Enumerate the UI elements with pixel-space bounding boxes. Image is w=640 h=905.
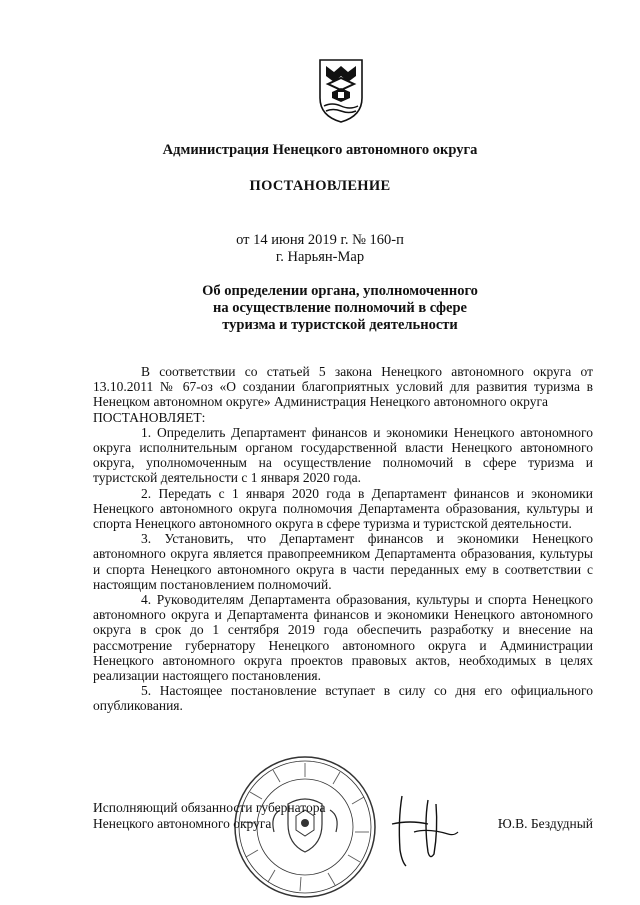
- signatory-name: Ю.В. Бездудный: [497, 816, 593, 831]
- subject-line: туризма и туристской деятельности: [222, 317, 458, 333]
- document-subject: [150, 283, 530, 334]
- subject-line: Об определении органа, уполномоченного: [202, 283, 478, 299]
- resolution-item-1: 1. Определить Департамент финансов и экономики Ненецкого автономного округа исполнительным органом государственной власти Ненецкого автономного округа, уполномоченным на осуществление полномочий в сфере туризма и туристской деятельности с 1 января 2020 года.: [93, 424, 593, 486]
- document-body: [93, 364, 593, 714]
- signatory-position: [93, 800, 325, 832]
- resolution-item-3: 3. Установить, что Департамент финансов и экономики Ненецкого автономного округа является правопреемником Департамента образования, культуры и спорта Ненецкого автономного округа в части переданных ему в соответствии с настоящим постановлением полномочий.: [93, 531, 593, 592]
- handwritten-signature-icon: [388, 790, 468, 870]
- coat-of-arms-icon: [316, 58, 366, 124]
- preamble-paragraph: В соответствии со статьей 5 закона Ненецкого автономного округа от 13.10.2011 № 67-оз «О создании благоприятных условий для развития туризма в Ненецком автономном округе» Администрация Ненецкого автономного округа: [93, 364, 593, 410]
- document-place: г. Нарьян-Мар: [275, 249, 365, 265]
- signatory-title-line-1: Исполняющий обязанности губернатора: [93, 800, 326, 815]
- resolution-item-2: 2. Передать с 1 января 2020 года в Департамент финансов и экономики Ненецкого автономного округа полномочия Департамента образования, культуры и спорта Ненецкого автономного округа в сфере туризма и туристской деятельности.: [93, 485, 593, 532]
- subject-line: на осуществление полномочий в сфере: [213, 300, 467, 316]
- resolution-item-5: 5. Настоящее постановление вступает в силу со дня его официального опубликования.: [93, 683, 593, 714]
- document-type: ПОСТАНОВЛЕНИЕ: [249, 178, 391, 194]
- resolves-heading: ПОСТАНОВЛЯЕТ:: [93, 409, 206, 425]
- document-date-number: от 14 июня 2019 г. № 160-п: [236, 232, 404, 248]
- organization-title: Администрация Ненецкого автономного округа: [162, 142, 478, 158]
- signatory-title-line-2: Ненецкого автономного округа: [93, 816, 272, 831]
- resolution-item-4: 4. Руководителям Департамента образования, культуры и спорта Ненецкого автономного округа и Департамента финансов и экономики Ненецкого автономного округа в срок до 1 сентября 2019 года обеспечить разработку и внесение на рассмотрение губернатору Ненецкого автономного округа и Администрации Ненецкого автономного округа проектов правовых актов, необходимых в целях реализации настоящего постановления.: [93, 592, 593, 684]
